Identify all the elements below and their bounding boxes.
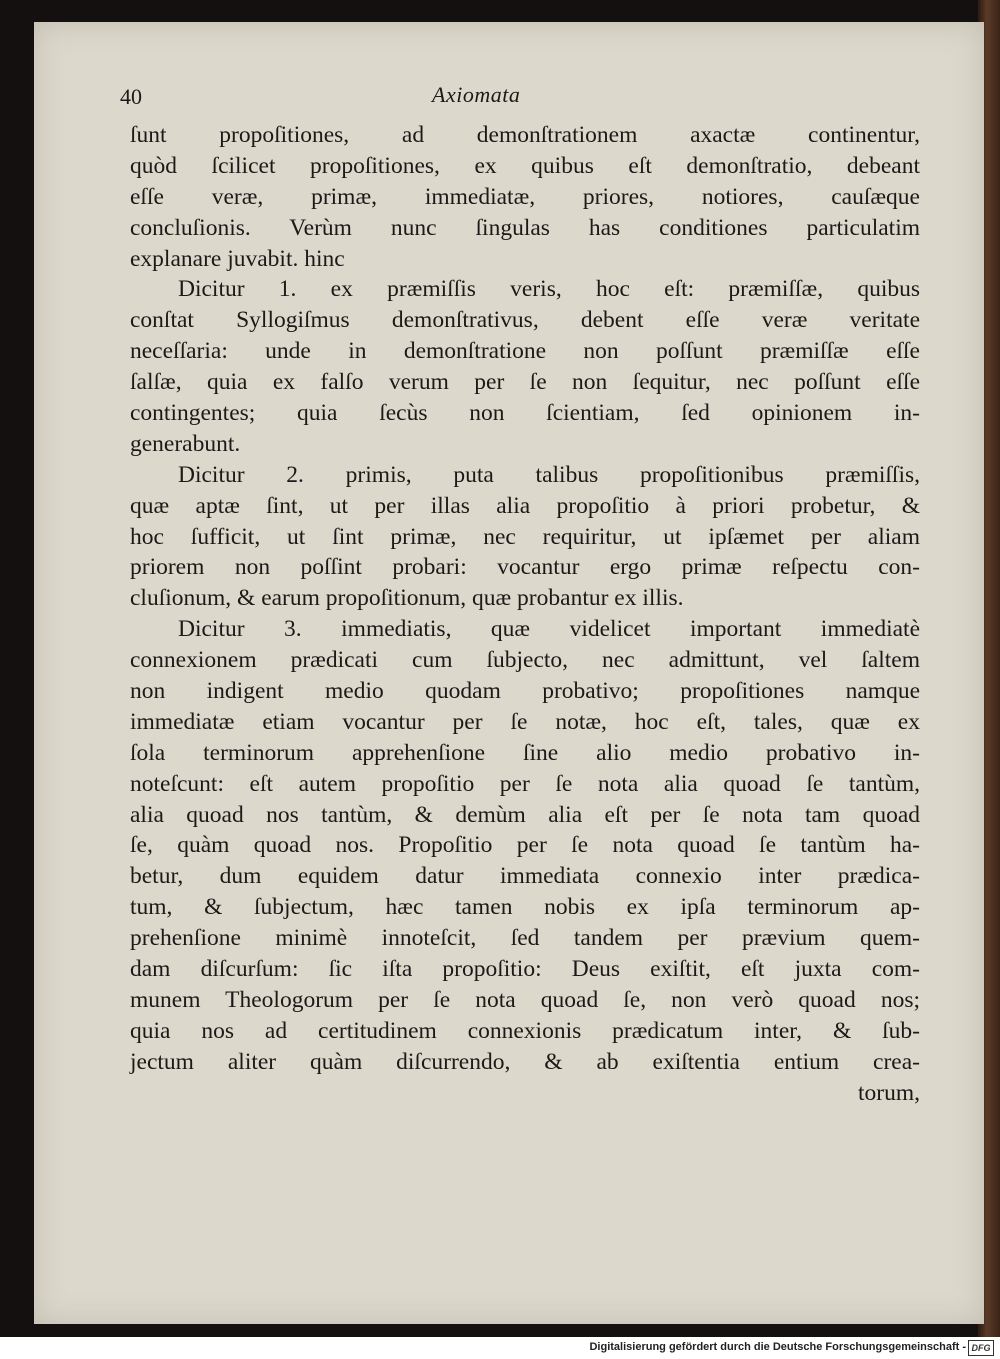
dfg-logo: DFG xyxy=(968,1340,994,1356)
footer-bar xyxy=(0,1337,1000,1359)
running-title: Axiomata xyxy=(432,82,521,107)
funding-credit: Digitalisierung gefördert durch die Deutsche Forschungsgemeinschaft - xyxy=(589,1341,966,1353)
text-line: Dicitur 2. primis, puta talibus propoſitionibus præmiſſis, xyxy=(178,461,920,488)
text-line: alia quoad nos tantùm, & demùm alia eſt per ſe nota tam quoad xyxy=(130,801,920,828)
body-text xyxy=(130,120,920,1109)
running-head xyxy=(120,84,920,114)
text-line: non indigent medio quodam probativo; propoſitiones namque xyxy=(130,678,920,705)
text-line: tum, & ſubjectum, hæc tamen nobis ex ipſa terminorum ap- xyxy=(130,894,920,921)
text-line: betur, dum equidem datur immediata connexio inter prædica- xyxy=(130,863,920,890)
text-line: jectum aliter quàm diſcurrendo, & ab exiſtentia entium crea- xyxy=(130,1048,920,1075)
text-line: hoc ſufficit, ut ſint primæ, nec requiritur, ut ipſæmet per aliam xyxy=(130,523,920,550)
text-line: prehenſione minimè innoteſcit, ſed tandem per prævium quem- xyxy=(130,925,920,952)
text-line: conſtat Syllogiſmus demonſtrativus, debent eſſe veræ veritate xyxy=(130,307,920,334)
text-line: quia nos ad certitudinem connexionis prædicatum inter, & ſub- xyxy=(130,1017,920,1044)
text-line: ſalſæ, quia ex falſo verum per ſe non ſequitur, nec poſſunt eſſe xyxy=(130,369,920,396)
text-line: concluſionis. Verùm nunc ſingulas has conditiones particulatim xyxy=(130,214,920,241)
text-line: munem Theologorum per ſe nota quoad ſe, non verò quoad nos; xyxy=(130,986,920,1013)
text-line: torum, xyxy=(857,1079,920,1106)
text-line: connexionem prædicati cum ſubjecto, nec admittunt, vel ſaltem xyxy=(130,647,920,674)
text-line: dam diſcurſum: ſic iſta propoſitio: Deus exiſtit, eſt juxta com- xyxy=(130,956,920,983)
text-line: quæ aptæ ſint, ut per illas alia propoſitio à priori probetur, & xyxy=(130,492,920,519)
text-line: Dicitur 3. immediatis, quæ videlicet important immediatè xyxy=(178,616,920,643)
text-line: ſunt propoſitiones, ad demonſtrationem axactæ continentur, xyxy=(130,122,920,148)
text-line: quòd ſcilicet propoſitiones, ex quibus eſt demonſtratio, debeant xyxy=(130,152,920,179)
text-line: cluſionum, & earum propoſitionum, quæ probantur ex illis. xyxy=(130,585,684,612)
text-line: noteſcunt: eſt autem propoſitio per ſe nota alia quoad ſe tantùm, xyxy=(130,770,920,797)
text-line: neceſſaria: unde in demonſtratione non poſſunt præmiſſæ eſſe xyxy=(130,338,920,365)
text-line: ſola terminorum apprehenſione ſine alio medio probativo in- xyxy=(130,739,920,766)
text-line: explanare juvabit. hinc xyxy=(130,245,345,272)
text-line: priorem non poſſint probari: vocantur ergo primæ reſpectu con- xyxy=(130,554,920,581)
page-number: 40 xyxy=(120,84,142,109)
text-line: ſe, quàm quoad nos. Propoſitio per ſe nota quoad ſe tantùm ha- xyxy=(130,832,920,859)
text-line: immediatæ etiam vocantur per ſe notæ, hoc eſt, tales, quæ ex xyxy=(130,708,920,735)
text-line: eſſe veræ, primæ, immediatæ, priores, notiores, cauſæque xyxy=(130,183,920,210)
text-line: generabunt. xyxy=(130,430,241,457)
text-line: Dicitur 1. ex præmiſſis veris, hoc eſt: præmiſſæ, quibus xyxy=(178,276,920,303)
text-line: contingentes; quia ſecùs non ſcientiam, ſed opinionem in- xyxy=(130,400,920,427)
